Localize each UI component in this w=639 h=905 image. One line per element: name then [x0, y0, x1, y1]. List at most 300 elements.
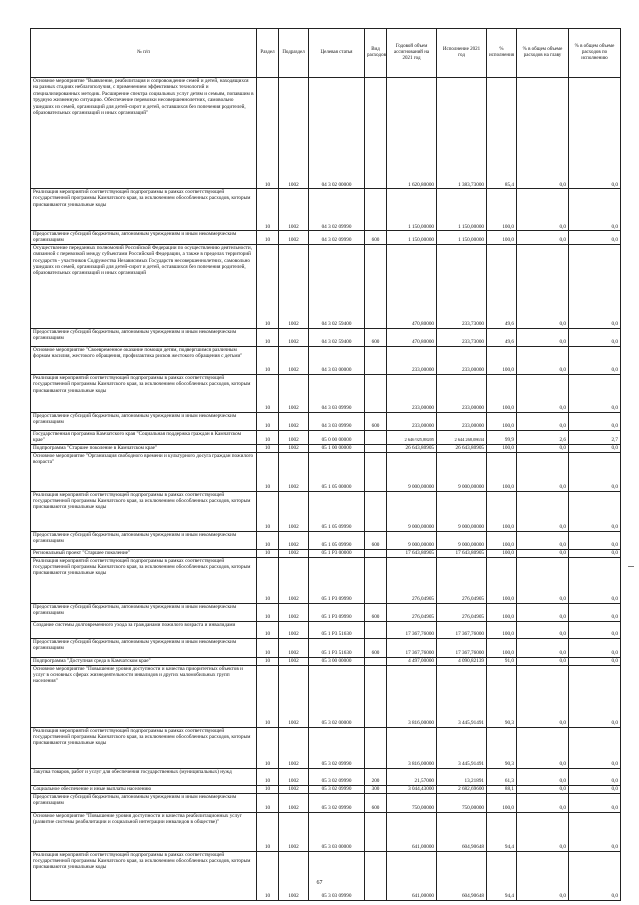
row-name: Реализация мероприятий соответствующей подпрограммы в рамках соответствующей государственной программы Камчатского края, за исключением обособленных расходов, которым присваиваются уникальные коды [31, 727, 257, 768]
row-target-article: 05 1 05 00000 [309, 452, 365, 491]
row-target-article: 05 3 03 00000 [309, 812, 365, 851]
row-annual-plan: 17 367,76000 [387, 638, 437, 657]
row-share-of-execution: 0,0 [569, 657, 621, 665]
row-share-of-head: 0,0 [517, 531, 569, 549]
row-execution-percent: 99,9 [487, 430, 517, 444]
table-row [31, 430, 621, 444]
row-share-of-head: 0,0 [517, 549, 569, 557]
row-annual-plan: 26 643,80905 [387, 444, 437, 452]
row-annual-plan: 3 816,00000 [387, 727, 437, 768]
row-share-of-head: 0,0 [517, 78, 569, 189]
row-expense-type [365, 727, 387, 768]
row-target-article: 05 3 02 09990 [309, 785, 365, 793]
row-share-of-execution: 0,0 [569, 812, 621, 851]
row-podrazdel: 1002 [279, 531, 309, 549]
row-razdel: 10 [257, 531, 279, 549]
row-target-article: 05 3 02 09990 [309, 727, 365, 768]
row-share-of-execution: 0,0 [569, 444, 621, 452]
row-razdel: 10 [257, 374, 279, 412]
row-podrazdel: 1002 [279, 452, 309, 491]
table-row [31, 557, 621, 603]
row-expense-type [365, 78, 387, 189]
row-share-of-execution: 0,0 [569, 549, 621, 557]
table-row [31, 328, 621, 346]
row-execution-percent: 100,0 [487, 374, 517, 412]
row-execution-percent: 94,4 [487, 812, 517, 851]
row-expense-type: 600 [365, 793, 387, 812]
row-razdel: 10 [257, 557, 279, 603]
row-execution: 2 682,69600 [437, 785, 487, 793]
row-expense-type: 600 [365, 412, 387, 430]
row-share-of-head: 0,0 [517, 374, 569, 412]
row-podrazdel: 1002 [279, 768, 309, 785]
table-row [31, 793, 621, 812]
row-share-of-execution: 0,0 [569, 665, 621, 727]
row-execution: 2 644 268,08634 [437, 430, 487, 444]
row-execution: 9 000,00000 [437, 531, 487, 549]
row-name: Предоставление субсидий бюджетным, автономным учреждениям и иным некоммерческим организациям [31, 328, 257, 346]
row-share-of-execution: 0,0 [569, 189, 621, 231]
row-execution: 233,00000 [437, 374, 487, 412]
row-podrazdel: 1002 [279, 78, 309, 189]
row-execution: 17 643,80905 [437, 549, 487, 557]
header-podrazdel: Подраздел [279, 29, 309, 78]
row-razdel: 10 [257, 328, 279, 346]
row-execution: 233,00000 [437, 412, 487, 430]
row-annual-plan: 3 816,00000 [387, 665, 437, 727]
row-expense-type [365, 621, 387, 638]
row-target-article: 04 3 02 00000 [309, 78, 365, 189]
row-execution: 26 643,80905 [437, 444, 487, 452]
row-podrazdel: 1002 [279, 812, 309, 851]
row-execution-percent: 61,3 [487, 768, 517, 785]
row-razdel: 10 [257, 444, 279, 452]
row-execution-percent: 100,0 [487, 793, 517, 812]
row-annual-plan: 1 150,00000 [387, 231, 437, 245]
page-number: 67 [316, 880, 323, 886]
row-execution: 233,73000 [437, 244, 487, 328]
row-share-of-head: 0,0 [517, 727, 569, 768]
table-row [31, 491, 621, 531]
header-execution: Исполнение 2021 год [437, 29, 487, 78]
row-name: Реализация мероприятий соответствующей подпрограммы в рамках соответствующей государственной программы Камчатского края, за исключением обособленных расходов, которым присваиваются уникальные коды [31, 374, 257, 412]
row-execution-percent: 88,1 [487, 785, 517, 793]
row-expense-type [365, 557, 387, 603]
row-annual-plan: 470,80000 [387, 244, 437, 328]
row-annual-plan: 17 367,76000 [387, 621, 437, 638]
row-execution: 1 150,00000 [437, 189, 487, 231]
row-name: Основное мероприятие "Повышение уровня доступности и качества реабилитационных услуг (развитие системы реабилитации и социальной интеграции инвалидов в обществе)" [31, 812, 257, 851]
row-name: Основное мероприятие "Повышение уровня доступности и качества приоритетных объектов и услуг в основных сферах жизнедеятельности инвалидов и других маломобильных групп населения" [31, 665, 257, 727]
row-share-of-execution: 0,0 [569, 768, 621, 785]
row-share-of-head: 0,0 [517, 657, 569, 665]
table-row [31, 374, 621, 412]
row-podrazdel: 1002 [279, 412, 309, 430]
row-execution-percent: 100,0 [487, 444, 517, 452]
row-execution-percent: 100,0 [487, 549, 517, 557]
row-share-of-execution: 0,0 [569, 621, 621, 638]
row-execution-percent: 100,0 [487, 346, 517, 374]
row-expense-type [365, 665, 387, 727]
row-annual-plan: 641,00000 [387, 812, 437, 851]
row-share-of-execution: 0,0 [569, 374, 621, 412]
row-share-of-head: 0,0 [517, 189, 569, 231]
row-podrazdel: 1002 [279, 621, 309, 638]
row-target-article: 05 3 02 09990 [309, 768, 365, 785]
row-name: Социальное обеспечение и иные выплаты населению [31, 785, 257, 793]
row-share-of-head: 0,0 [517, 346, 569, 374]
row-share-of-head: 0,0 [517, 812, 569, 851]
row-razdel: 10 [257, 430, 279, 444]
row-expense-type [365, 430, 387, 444]
row-execution: 3 445,91491 [437, 727, 487, 768]
margin-mark [628, 566, 634, 567]
table-row [31, 549, 621, 557]
row-execution-percent: 100,0 [487, 621, 517, 638]
row-podrazdel: 1002 [279, 189, 309, 231]
row-razdel: 10 [257, 621, 279, 638]
row-expense-type [365, 851, 387, 900]
row-expense-type: 600 [365, 328, 387, 346]
row-share-of-head: 0,0 [517, 785, 569, 793]
row-execution-percent: 90,3 [487, 665, 517, 727]
row-razdel: 10 [257, 491, 279, 531]
row-name: Региональный проект "Старшее поколение" [31, 549, 257, 557]
row-target-article: 04 3 02 59400 [309, 328, 365, 346]
row-expense-type: 600 [365, 603, 387, 621]
row-share-of-head: 0,0 [517, 793, 569, 812]
row-share-of-head: 0,0 [517, 231, 569, 245]
row-annual-plan: 750,00000 [387, 793, 437, 812]
header-expense-type: Вид расходов [365, 29, 387, 78]
row-share-of-head: 0,0 [517, 491, 569, 531]
row-share-of-execution: 0,0 [569, 412, 621, 430]
row-razdel: 10 [257, 244, 279, 328]
header-share-of-execution: % в общем объеме расходов по исполнению [569, 29, 621, 78]
row-name: Предоставление субсидий бюджетным, автономным учреждениям и иным некоммерческим организациям [31, 231, 257, 245]
row-execution-percent: 100,0 [487, 189, 517, 231]
row-execution: 1 150,00000 [437, 231, 487, 245]
row-share-of-execution: 0,0 [569, 231, 621, 245]
row-share-of-execution: 2,7 [569, 430, 621, 444]
row-share-of-execution: 0,0 [569, 851, 621, 900]
table-body [31, 78, 621, 901]
row-execution: 3 445,91491 [437, 665, 487, 727]
row-podrazdel: 1002 [279, 851, 309, 900]
row-share-of-head: 0,0 [517, 603, 569, 621]
row-annual-plan: 276,04905 [387, 557, 437, 603]
row-podrazdel: 1002 [279, 430, 309, 444]
row-expense-type [365, 491, 387, 531]
row-podrazdel: 1002 [279, 785, 309, 793]
table-row [31, 851, 621, 900]
row-razdel: 10 [257, 851, 279, 900]
table-row [31, 346, 621, 374]
table-row [31, 665, 621, 727]
row-target-article: 05 1 P3 00000 [309, 549, 365, 557]
row-share-of-execution: 0,0 [569, 557, 621, 603]
row-share-of-execution: 0,0 [569, 452, 621, 491]
row-share-of-execution: 0,0 [569, 328, 621, 346]
row-annual-plan: 233,00000 [387, 374, 437, 412]
table-row [31, 657, 621, 665]
row-razdel: 10 [257, 231, 279, 245]
row-name: Реализация мероприятий соответствующей подпрограммы в рамках соответствующей государственной программы Камчатского края, за исключением обособленных расходов, которым присваиваются уникальные коды [31, 491, 257, 531]
row-target-article: 05 3 00 00000 [309, 657, 365, 665]
row-expense-type [365, 189, 387, 231]
table-row [31, 603, 621, 621]
row-name: Основное мероприятие "Выявление, реабилитация и сопровождение семей и детей, находящихся на разных стадиях неблагополучия, с применением эффективных технологий и специализированных методик. Расширение спектра социальных услуг детям и семьям, попавшим в трудную жизненную ситуацию. Обеспечение перевозки несовершеннолетних, самовольно ушедших из семей, организаций для детей-сирот и детей, оставшихся без попечения родителей, образовательных организаций и иных организаций" [31, 78, 257, 189]
row-razdel: 10 [257, 665, 279, 727]
row-share-of-execution: 0,0 [569, 491, 621, 531]
row-target-article: 04 3 02 09990 [309, 189, 365, 231]
table-header-row [31, 29, 621, 78]
row-annual-plan: 9 000,00000 [387, 452, 437, 491]
row-annual-plan: 233,00000 [387, 412, 437, 430]
row-execution-percent: 100,0 [487, 231, 517, 245]
row-share-of-execution: 0,0 [569, 531, 621, 549]
table-row [31, 727, 621, 768]
row-execution: 9 000,00000 [437, 452, 487, 491]
row-annual-plan: 470,80000 [387, 328, 437, 346]
row-execution-percent: 100,0 [487, 557, 517, 603]
row-razdel: 10 [257, 412, 279, 430]
row-razdel: 10 [257, 793, 279, 812]
row-razdel: 10 [257, 189, 279, 231]
row-annual-plan: 2 646 925,88205 [387, 430, 437, 444]
row-execution-percent: 85,4 [487, 78, 517, 189]
row-annual-plan: 17 643,80905 [387, 549, 437, 557]
budget-table [30, 28, 621, 901]
row-name: Предоставление субсидий бюджетным, автономным учреждениям и иным некоммерческим организациям [31, 412, 257, 430]
table-row [31, 189, 621, 231]
row-podrazdel: 1002 [279, 557, 309, 603]
row-name: Основное мероприятие "Своевременное оказание помощи детям, подвергшимся различным формам насилия, жестокого обращения, профилактика рисков жестокого обращения с детьми" [31, 346, 257, 374]
row-expense-type [365, 657, 387, 665]
row-execution: 17 367,76000 [437, 621, 487, 638]
row-name: Реализация мероприятий соответствующей подпрограммы в рамках соответствующей государственной программы Камчатского края, за исключением обособленных расходов, которым присваиваются уникальные коды [31, 189, 257, 231]
row-target-article: 05 0 00 00000 [309, 430, 365, 444]
header-num: № п/п [31, 29, 257, 78]
row-execution: 9 000,00000 [437, 491, 487, 531]
row-target-article: 05 1 05 09990 [309, 491, 365, 531]
row-share-of-execution: 0,0 [569, 603, 621, 621]
row-razdel: 10 [257, 78, 279, 189]
row-target-article: 05 1 00 00000 [309, 444, 365, 452]
row-target-article: 04 3 03 09990 [309, 374, 365, 412]
row-razdel: 10 [257, 785, 279, 793]
row-share-of-head: 0,0 [517, 768, 569, 785]
row-execution: 1 383,73000 [437, 78, 487, 189]
row-razdel: 10 [257, 346, 279, 374]
row-razdel: 10 [257, 657, 279, 665]
row-execution: 604,90648 [437, 851, 487, 900]
row-name: Осуществление переданных полномочий Российской Федерации по осуществлению деятельности, связанной с перевозкой между субъектами Российской Федерации, а также в пределах территорий государств - участников Содружества Независимых Государств несовершеннолетних, самовольно ушедших из семей, организаций для детей-сирот и детей, оставшихся без попечения родителей, образовательных организаций и иных организаций [31, 244, 257, 328]
row-execution: 233,73000 [437, 328, 487, 346]
row-share-of-head: 0,0 [517, 328, 569, 346]
row-share-of-head: 0,0 [517, 851, 569, 900]
row-expense-type: 200 [365, 768, 387, 785]
row-share-of-head: 0,0 [517, 665, 569, 727]
row-execution-percent: 90,3 [487, 727, 517, 768]
row-podrazdel: 1002 [279, 346, 309, 374]
row-razdel: 10 [257, 603, 279, 621]
row-name: Закупка товаров, работ и услуг для обеспечения государственных (муниципальных) нужд [31, 768, 257, 785]
row-share-of-head: 0,0 [517, 621, 569, 638]
row-target-article: 04 3 03 00000 [309, 346, 365, 374]
row-annual-plan: 3 044,43000 [387, 785, 437, 793]
row-execution-percent: 94,4 [487, 851, 517, 900]
row-annual-plan: 4 497,00000 [387, 657, 437, 665]
row-razdel: 10 [257, 768, 279, 785]
row-expense-type: 600 [365, 231, 387, 245]
row-name: Подпрограмма "Старшее поколение в Камчатском крае" [31, 444, 257, 452]
row-name: Предоставление субсидий бюджетным, автономным учреждениям и иным некоммерческим организациям [31, 638, 257, 657]
row-razdel: 10 [257, 452, 279, 491]
row-target-article: 05 1 P3 51630 [309, 621, 365, 638]
row-expense-type: 600 [365, 531, 387, 549]
row-podrazdel: 1002 [279, 657, 309, 665]
row-share-of-execution: 0,0 [569, 793, 621, 812]
row-execution: 276,04905 [437, 557, 487, 603]
row-podrazdel: 1002 [279, 444, 309, 452]
row-razdel: 10 [257, 727, 279, 768]
row-execution: 276,04905 [437, 603, 487, 621]
row-name: Предоставление субсидий бюджетным, автономным учреждениям и иным некоммерческим организациям [31, 531, 257, 549]
row-target-article: 05 1 05 09990 [309, 531, 365, 549]
row-podrazdel: 1002 [279, 244, 309, 328]
row-share-of-execution: 0,0 [569, 346, 621, 374]
header-annual-plan: Годовой объем ассигнований на 2021 год [387, 29, 437, 78]
row-share-of-head: 0,0 [517, 638, 569, 657]
row-execution-percent: 100,0 [487, 638, 517, 657]
table-row [31, 812, 621, 851]
row-share-of-execution: 0,0 [569, 727, 621, 768]
row-execution-percent: 100,0 [487, 603, 517, 621]
row-target-article: 04 3 03 09990 [309, 412, 365, 430]
row-razdel: 10 [257, 638, 279, 657]
row-expense-type [365, 244, 387, 328]
table-row [31, 768, 621, 785]
row-expense-type [365, 374, 387, 412]
row-share-of-head: 2,6 [517, 430, 569, 444]
table-row [31, 244, 621, 328]
table-row [31, 78, 621, 189]
row-execution-percent: 100,0 [487, 412, 517, 430]
row-target-article: 05 1 P3 09990 [309, 557, 365, 603]
row-execution-percent: 49,6 [487, 244, 517, 328]
row-share-of-execution: 0,0 [569, 638, 621, 657]
table-row [31, 531, 621, 549]
row-annual-plan: 1 150,00000 [387, 189, 437, 231]
row-annual-plan: 641,00000 [387, 851, 437, 900]
table-row [31, 412, 621, 430]
row-execution: 233,00000 [437, 346, 487, 374]
row-execution: 17 367,76000 [437, 638, 487, 657]
row-share-of-execution: 0,0 [569, 78, 621, 189]
row-execution-percent: 49,6 [487, 328, 517, 346]
table-row [31, 638, 621, 657]
row-annual-plan: 21,57000 [387, 768, 437, 785]
document-sheet [30, 28, 620, 901]
row-name: Предоставление субсидий бюджетным, автономным учреждениям и иным некоммерческим организациям [31, 793, 257, 812]
row-expense-type: 300 [365, 785, 387, 793]
row-podrazdel: 1002 [279, 603, 309, 621]
row-podrazdel: 1002 [279, 549, 309, 557]
row-expense-type [365, 452, 387, 491]
row-share-of-execution: 0,0 [569, 244, 621, 328]
row-target-article: 05 3 02 09990 [309, 793, 365, 812]
row-target-article: 04 3 02 09990 [309, 231, 365, 245]
row-execution: 4 090,82139 [437, 657, 487, 665]
row-razdel: 10 [257, 549, 279, 557]
row-name: Основное мероприятие "Организация свободного времени и культурного досуга граждан пожилого возраста" [31, 452, 257, 491]
row-podrazdel: 1002 [279, 491, 309, 531]
row-target-article: 05 3 03 09990 [309, 851, 365, 900]
row-target-article: 04 3 02 59400 [309, 244, 365, 328]
row-name: Подпрограмма "Доступная среда в Камчатском крае" [31, 657, 257, 665]
row-podrazdel: 1002 [279, 231, 309, 245]
row-expense-type [365, 549, 387, 557]
row-name: Предоставление субсидий бюджетным, автономным учреждениям и иным некоммерческим организациям [31, 603, 257, 621]
row-razdel: 10 [257, 812, 279, 851]
table-row [31, 621, 621, 638]
table-row [31, 452, 621, 491]
table-row [31, 785, 621, 793]
row-share-of-head: 0,0 [517, 444, 569, 452]
row-share-of-head: 0,0 [517, 412, 569, 430]
row-target-article: 05 1 P3 51630 [309, 638, 365, 657]
row-execution-percent: 91,0 [487, 657, 517, 665]
row-execution: 604,90648 [437, 812, 487, 851]
row-share-of-head: 0,0 [517, 244, 569, 328]
row-expense-type [365, 444, 387, 452]
row-podrazdel: 1002 [279, 727, 309, 768]
row-execution-percent: 100,0 [487, 452, 517, 491]
row-target-article: 05 3 02 00000 [309, 665, 365, 727]
row-expense-type [365, 346, 387, 374]
header-execution-percent: % исполнения [487, 29, 517, 78]
row-execution-percent: 100,0 [487, 491, 517, 531]
row-annual-plan: 9 000,00000 [387, 531, 437, 549]
row-execution: 13,21891 [437, 768, 487, 785]
table-row [31, 231, 621, 245]
row-annual-plan: 9 000,00000 [387, 491, 437, 531]
row-name: Реализация мероприятий соответствующей подпрограммы в рамках соответствующей государственной программы Камчатского края, за исключением обособленных расходов, которым присваиваются уникальные коды [31, 557, 257, 603]
table-row [31, 444, 621, 452]
row-podrazdel: 1002 [279, 328, 309, 346]
row-name: Создание системы долговременного ухода за гражданами пожилого возраста и инвалидами [31, 621, 257, 638]
row-podrazdel: 1002 [279, 638, 309, 657]
row-share-of-head: 0,0 [517, 452, 569, 491]
row-expense-type [365, 812, 387, 851]
row-target-article: 05 1 P3 09990 [309, 603, 365, 621]
row-execution-percent: 100,0 [487, 531, 517, 549]
row-podrazdel: 1002 [279, 374, 309, 412]
row-expense-type: 600 [365, 638, 387, 657]
row-name: Реализация мероприятий соответствующей подпрограммы в рамках соответствующей государственной программы Камчатского края, за исключением обособленных расходов, которым присваиваются уникальные коды [31, 851, 257, 900]
row-share-of-head: 0,0 [517, 557, 569, 603]
row-annual-plan: 1 620,80000 [387, 78, 437, 189]
row-annual-plan: 233,00000 [387, 346, 437, 374]
header-share-of-head: % в общем объеме расходов на главу [517, 29, 569, 78]
header-target-article: Целевая статья [309, 29, 365, 78]
row-podrazdel: 1002 [279, 793, 309, 812]
header-razdel: Раздел [257, 29, 279, 78]
row-share-of-execution: 0,0 [569, 785, 621, 793]
row-name: Государственная программа Камчатского края "Социальная поддержка граждан в Камчатском крае" [31, 430, 257, 444]
row-annual-plan: 276,04905 [387, 603, 437, 621]
